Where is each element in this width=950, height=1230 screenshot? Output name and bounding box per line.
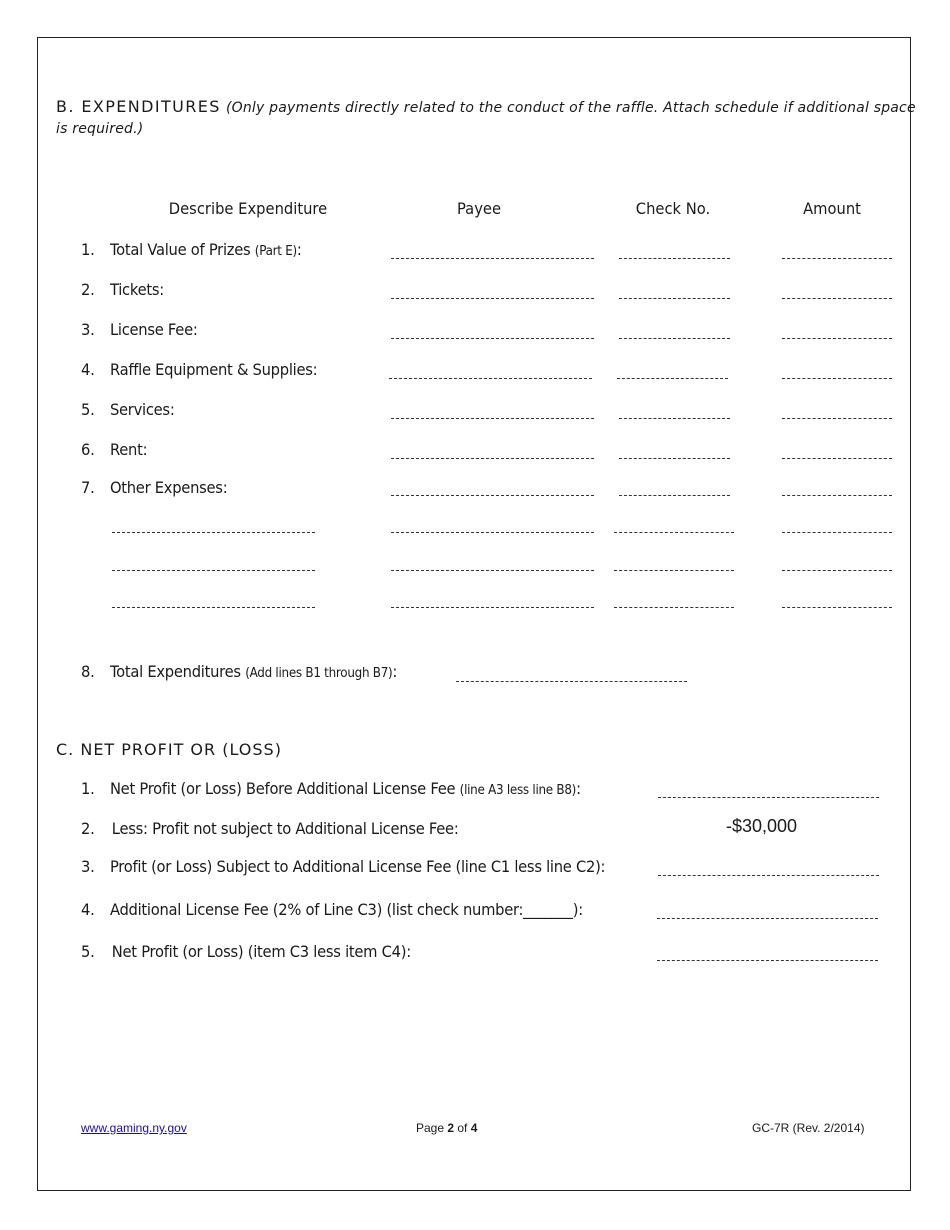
check-no-field[interactable] [619, 418, 730, 419]
expenditure-row-3 [81, 320, 198, 339]
amount-field[interactable] [782, 378, 892, 379]
item-number: 2. [81, 819, 95, 838]
item-sub: (line A3 less line B8) [459, 783, 577, 798]
check-no-field[interactable] [617, 378, 728, 379]
payee-field[interactable] [391, 532, 594, 533]
col-header-amount: Amount [803, 199, 861, 218]
profit-subject-field[interactable] [658, 875, 879, 876]
section-b-note-continued: is required.) [56, 121, 144, 137]
section-b-note: (Only payments directly related to the conduct of the raffle. Attach schedule if additional space [225, 100, 916, 116]
col-header-check-no: Check No. [635, 199, 711, 218]
form-id: GC-7R (Rev. 2/2014) [752, 1121, 865, 1135]
profit-not-subject-value: -$30,000 [726, 816, 798, 836]
net-profit-row-1: 1. Net Profit (or Loss) Before Additional License Fee (line A3 less line B8): [81, 779, 581, 798]
item-number: 1. [81, 240, 95, 259]
item-sub: (Part E) [254, 244, 297, 259]
amount-field[interactable] [782, 458, 892, 459]
other-expense-description-field[interactable] [112, 570, 315, 571]
expenditure-row-5 [81, 400, 175, 419]
item-label: Net Profit (or Loss) (item C3 less item C4): [111, 942, 411, 961]
expenditure-row-2 [81, 280, 164, 299]
item-number: 8. [81, 662, 95, 681]
item-number: 7. [81, 478, 95, 497]
amount-field[interactable] [782, 418, 892, 419]
payee-field[interactable] [391, 495, 594, 496]
item-label: Additional License Fee (2% of Line C3) (list check number:_______): [109, 900, 583, 919]
item-label: Raffle Equipment & Supplies: [109, 360, 318, 379]
check-no-field[interactable] [619, 338, 730, 339]
other-expense-description-field[interactable] [112, 607, 315, 608]
item-number: 5. [81, 942, 95, 961]
net-profit-row-2 [81, 819, 459, 838]
payee-field[interactable] [391, 418, 594, 419]
item-number: 4. [81, 900, 95, 919]
item-number: 4. [81, 360, 95, 379]
payee-field[interactable] [391, 458, 594, 459]
additional-license-fee-field[interactable] [657, 918, 878, 919]
net-profit-row-4 [81, 900, 583, 919]
net-profit-row-3 [81, 857, 605, 876]
expenditure-row-4 [81, 360, 317, 379]
item-label: Tickets: [109, 280, 164, 299]
payee-field[interactable] [391, 258, 594, 259]
item-number: 2. [81, 280, 95, 299]
item-label: Rent: [109, 440, 148, 459]
item-label: Less: Profit not subject to Additional License Fee: [111, 819, 459, 838]
section-b-title: B. EXPENDITURES [56, 97, 221, 116]
amount-field[interactable] [782, 495, 892, 496]
check-no-field[interactable] [619, 458, 730, 459]
net-profit-final-field[interactable] [657, 960, 878, 961]
expenditure-row-6 [81, 440, 147, 459]
amount-field[interactable] [782, 298, 892, 299]
item-number: 3. [81, 857, 95, 876]
check-no-field[interactable] [619, 258, 730, 259]
item-number: 1. [81, 779, 95, 798]
amount-field[interactable] [782, 570, 892, 571]
check-no-field[interactable] [619, 495, 730, 496]
col-header-payee: Payee [456, 199, 502, 218]
total-expenditures-row: 8. Total Expenditures (Add lines B1 through B7): [81, 662, 398, 681]
item-number: 6. [81, 440, 95, 459]
item-label: Other Expenses: [109, 478, 228, 497]
item-label: Profit (or Loss) Subject to Additional License Fee (line C1 less line C2): [109, 857, 606, 876]
section-c-title: C. NET PROFIT OR (LOSS) [56, 740, 282, 759]
amount-field[interactable] [782, 338, 892, 339]
payee-field[interactable] [391, 570, 594, 571]
item-number: 3. [81, 320, 95, 339]
website-link[interactable]: www.gaming.ny.gov [81, 1121, 187, 1135]
page-number: Page 2 of 4 [416, 1121, 478, 1135]
total-expenditures-field[interactable] [456, 681, 687, 682]
expenditure-row-1: 1. Total Value of Prizes (Part E): [81, 240, 302, 259]
check-no-field[interactable] [619, 298, 730, 299]
net-profit-row-5 [81, 942, 411, 961]
payee-field[interactable] [391, 338, 594, 339]
payee-field[interactable] [391, 607, 594, 608]
other-expense-description-field[interactable] [112, 532, 315, 533]
amount-field[interactable] [782, 258, 892, 259]
item-number: 5. [81, 400, 95, 419]
item-sub: (Add lines B1 through B7) [245, 666, 393, 681]
amount-field[interactable] [782, 532, 892, 533]
item-label: Services: [109, 400, 175, 419]
item-label: Net Profit (or Loss) Before Additional License Fee [109, 779, 456, 798]
col-header-describe: Describe Expenditure [168, 199, 328, 218]
payee-field[interactable] [391, 298, 594, 299]
section-b-heading-line [56, 97, 916, 116]
check-no-field[interactable] [614, 532, 734, 533]
item-label: Total Value of Prizes [109, 240, 251, 259]
item-label: Total Expenditures [109, 662, 241, 681]
check-no-field[interactable] [614, 570, 734, 571]
check-no-field[interactable] [614, 607, 734, 608]
item-label: License Fee: [109, 320, 198, 339]
amount-field[interactable] [782, 607, 892, 608]
payee-field[interactable] [389, 378, 592, 379]
net-profit-before-fee-field[interactable] [658, 797, 879, 798]
expenditure-row-7 [81, 478, 227, 497]
